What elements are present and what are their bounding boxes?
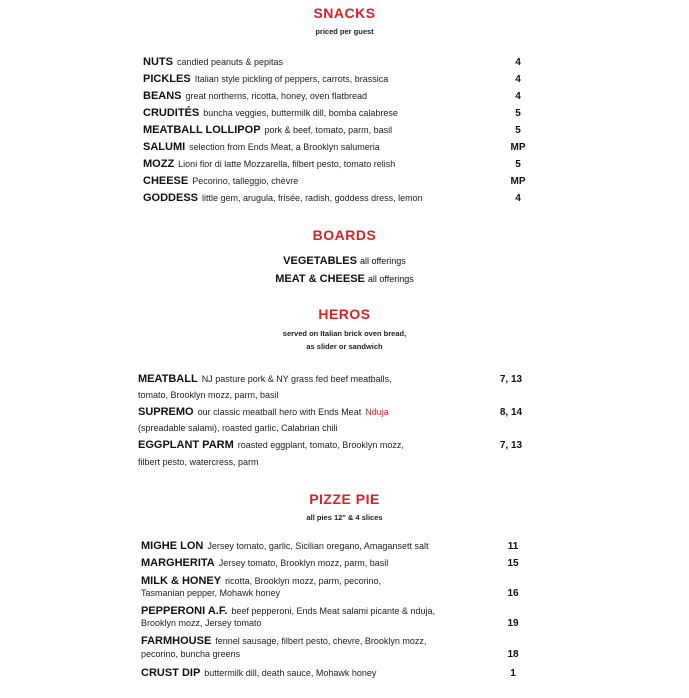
item-price: 11 <box>507 541 519 552</box>
item-name: SALUMI <box>143 141 186 153</box>
item-name: MOZZ <box>143 158 175 170</box>
snacks-heading: SNACKS <box>313 5 376 21</box>
item-name: MEATBALL LOLLIPOP <box>143 124 261 136</box>
item-desc: beef pepperoni, Ends Meat salami picante & nduja, <box>231 606 436 616</box>
item-price: 5 <box>515 159 521 170</box>
item-name: PICKLES <box>143 73 191 85</box>
menu-item-goddess <box>143 191 423 206</box>
item-price: 1 <box>510 668 516 679</box>
item-name: CRUDITÉS <box>143 107 200 119</box>
item-price: 15 <box>507 558 519 569</box>
item-name: MIGHE LON <box>141 540 204 552</box>
item-desc: our classic meatball hero with Ends Meat <box>197 407 362 417</box>
item-desc: Lioni fior di latte Mozzarella, filbert pesto, tomato relish <box>178 159 396 169</box>
item-desc: pork & beef, tomato, parm, basil <box>264 125 393 135</box>
item-name: MEATBALL <box>138 373 198 385</box>
item-price: 4 <box>515 57 521 68</box>
item-price: 18 <box>507 649 519 660</box>
menu-item-crust-dip <box>141 666 376 681</box>
item-name: SUPREMO <box>138 406 194 418</box>
item-desc: buncha veggies, buttermilk dill, bomba calabrese <box>203 108 398 118</box>
item-desc-continued: tomato, Brooklyn mozz, parm, basil <box>138 390 279 400</box>
menu-item-meatball-hero <box>138 372 392 387</box>
menu-item-supremo <box>138 405 389 420</box>
menu-item-mozz <box>143 157 395 172</box>
item-name: CRUST DIP <box>141 667 201 679</box>
item-price: 7, 13 <box>499 374 523 385</box>
pizze-subheading: all pies 12" & 4 slices <box>306 513 383 522</box>
item-name: FARMHOUSE <box>141 635 212 647</box>
menu-item-mighe-lon <box>141 539 428 554</box>
pizze-heading: PIZZE PIE <box>309 491 380 507</box>
item-name: NUTS <box>143 56 173 68</box>
item-desc: little gem, arugula, frisée, radish, goddess dress, lemon <box>202 193 423 203</box>
item-desc: Italian style pickling of peppers, carrots, brassica <box>194 74 389 84</box>
item-price: MP <box>510 176 526 187</box>
heros-heading: HEROS <box>318 306 371 322</box>
heros-subheading-line2: as slider or sandwich <box>306 342 383 351</box>
item-desc-continued: pecorino, buncha greens <box>141 649 241 659</box>
snacks-subheading: priced per guest <box>315 27 374 36</box>
item-desc-continued: filbert pesto, watercress, parm <box>138 457 259 467</box>
item-desc: Jersey tomato, Brooklyn mozz, parm, basil <box>218 558 389 568</box>
item-name: MARGHERITA <box>141 557 215 569</box>
menu-item-meatball-lollipop <box>143 123 392 138</box>
menu-item-beans <box>143 89 367 104</box>
item-desc-highlight: Nduja <box>365 407 389 417</box>
item-name: GODDESS <box>143 192 199 204</box>
item-name: CHEESE <box>143 175 189 187</box>
item-price: 16 <box>507 588 519 599</box>
heros-subheading-line1: served on Italian brick oven bread, <box>282 329 407 338</box>
item-name: MEAT & CHEESE <box>275 273 365 285</box>
item-price: 4 <box>515 74 521 85</box>
item-name: EGGPLANT PARM <box>138 439 234 451</box>
item-desc: roasted eggplant, tomato, Brooklyn mozz, <box>237 440 404 450</box>
item-desc: Pecorino, talleggio, chèvre <box>192 176 299 186</box>
item-desc-continued: Brooklyn mozz, Jersey tomato <box>141 618 262 628</box>
board-item-vegetables <box>0 254 689 269</box>
item-desc: NJ pasture pork & NY grass fed beef meatballs, <box>201 374 392 384</box>
item-desc: all offerings <box>359 256 406 266</box>
boards-heading: BOARDS <box>312 227 377 243</box>
item-name: MILK & HONEY <box>141 575 222 587</box>
item-name: VEGETABLES <box>283 255 357 267</box>
menu-item-pickles <box>143 72 388 87</box>
item-desc: all offerings <box>367 274 414 284</box>
item-desc: buttermilk dill, death sauce, Mohawk honey <box>204 668 377 678</box>
item-desc-continued: Tasmanian pepper, Mohawk honey <box>141 588 281 598</box>
item-desc: Jersey tomato, garlic, Sicilian oregano, Amagansett salt <box>207 541 429 551</box>
item-desc: fennel sausage, filbert pesto, chevre, Brooklyn mozz, <box>215 636 427 646</box>
menu-item-eggplant-parm <box>138 438 404 453</box>
item-name: BEANS <box>143 90 182 102</box>
item-name: PEPPERONI A.F. <box>141 605 228 617</box>
item-price: 4 <box>515 193 521 204</box>
item-desc: ricotta, Brooklyn mozz, parm, pecorino, <box>225 576 382 586</box>
menu-item-cheese <box>143 174 298 189</box>
item-price: 5 <box>515 125 521 136</box>
menu-item-salumi <box>143 140 380 155</box>
item-desc: great northerns, ricotta, honey, oven flatbread <box>185 91 367 101</box>
menu-item-margherita <box>141 556 388 571</box>
item-desc: selection from Ends Meat, a Brooklyn salumeria <box>189 142 380 152</box>
item-price: 19 <box>507 618 519 629</box>
item-price: 8, 14 <box>499 407 523 418</box>
item-price: 4 <box>515 91 521 102</box>
menu-item-nuts <box>143 55 283 70</box>
item-price: MP <box>510 142 526 153</box>
item-price: 5 <box>515 108 521 119</box>
board-item-meat-cheese <box>0 272 689 287</box>
item-price: 7, 13 <box>499 440 523 451</box>
menu-item-crudites <box>143 106 398 121</box>
item-desc: candied peanuts & pepitas <box>176 57 284 67</box>
item-desc-continued: (spreadable salami), roasted garlic, Calabrian chili <box>138 423 338 433</box>
